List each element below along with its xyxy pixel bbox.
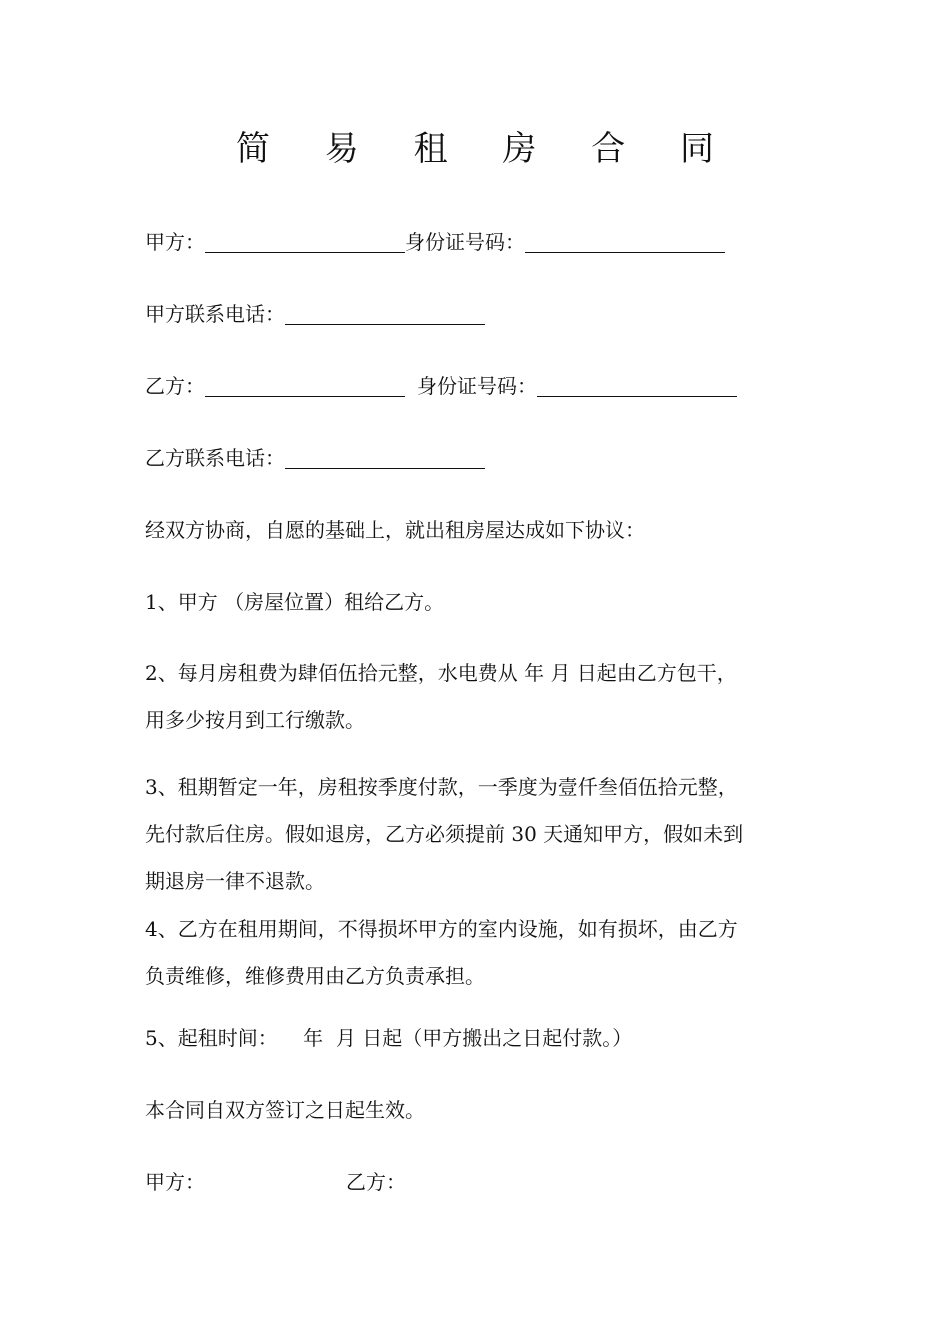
- party-b-phone-label: 乙方联系电话：: [145, 446, 285, 470]
- party-a-phone-field[interactable]: [285, 302, 485, 325]
- clause-2: [145, 650, 825, 744]
- party-b-id-label: 身份证号码：: [417, 374, 537, 398]
- clause-2-line-2: 用多少按月到工行缴款。: [145, 708, 365, 732]
- party-a-label: 甲方：: [145, 230, 205, 254]
- clause-3-line-1: 3、租期暂定一年，房租按季度付款，一季度为壹仟叁佰伍拾元整，: [145, 775, 738, 799]
- page-title: 简 易 租 房 合 同: [235, 129, 737, 169]
- party-b-name-field[interactable]: [205, 374, 405, 397]
- clause-4-line-1: 4、乙方在租用期间，不得损坏甲方的室内设施，如有损坏，由乙方: [145, 917, 738, 941]
- party-b-label: 乙方：: [145, 374, 205, 398]
- party-a-phone-row: [145, 294, 485, 334]
- clause-5: 5、起租时间： 年 月 日起（甲方搬出之日起付款。）: [145, 1026, 633, 1050]
- party-a-row: [145, 222, 725, 262]
- party-a-id-label: 身份证号码：: [405, 230, 525, 254]
- party-a-id-field[interactable]: [525, 230, 725, 253]
- signature-party-b: 乙方：: [346, 1170, 406, 1194]
- clause-3-line-3: 期退房一律不退款。: [145, 869, 325, 893]
- effective-statement: 本合同自双方签订之日起生效。: [145, 1098, 425, 1122]
- signature-party-a: 甲方：: [145, 1170, 205, 1194]
- party-a-name-field[interactable]: [205, 230, 405, 253]
- clause-1: 1、甲方 （房屋位置）租给乙方。: [145, 590, 445, 614]
- clause-2-line-1: 2、每月房租费为肆佰伍拾元整，水电费从 年 月 日起由乙方包干，: [145, 661, 737, 685]
- clause-4-line-2: 负责维修，维修费用由乙方负责承担。: [145, 964, 485, 988]
- clause-3: [145, 764, 825, 905]
- party-a-phone-label: 甲方联系电话：: [145, 302, 285, 326]
- party-b-phone-field[interactable]: [285, 446, 485, 469]
- clause-4: [145, 906, 825, 1000]
- party-b-id-field[interactable]: [537, 374, 737, 397]
- party-b-phone-row: [145, 438, 485, 478]
- clause-3-line-2: 先付款后住房。假如退房，乙方必须提前 30 天通知甲方，假如未到: [145, 822, 744, 846]
- party-b-row: [145, 366, 737, 406]
- intro-text: 经双方协商，自愿的基础上，就出租房屋达成如下协议：: [145, 518, 645, 542]
